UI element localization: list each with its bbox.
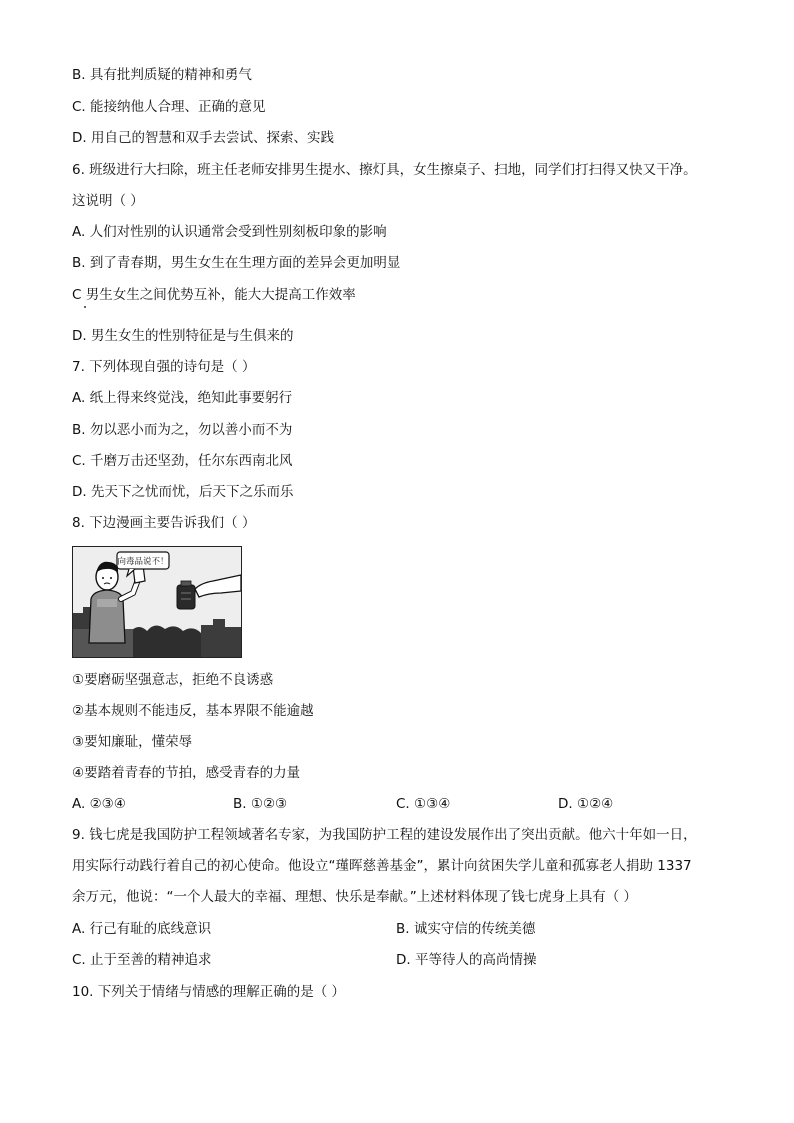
q8-option-d: D. ①②④	[558, 796, 614, 812]
q7-option-c: C. 千磨万击还坚劲，任尔东西南北风	[72, 453, 293, 469]
q8-stem: 8. 下边漫画主要告诉我们（ ）	[72, 515, 256, 531]
q6-option-a: A. 人们对性别的认识通常会受到性别刻板印象的影响	[72, 224, 387, 240]
q6-stem-line2: 这说明（ ）	[72, 193, 144, 209]
q8-item-4: ④要踏着青春的节拍，感受青春的力量	[72, 765, 301, 781]
q10-stem: 10. 下列关于情绪与情感的理解正确的是（ ）	[72, 984, 346, 1000]
q8-item-1: ①要磨砺坚强意志，拒绝不良诱惑	[72, 672, 274, 688]
q9-option-c: C. 止于至善的精神追求	[72, 952, 212, 968]
q7-option-b: B. 勿以恶小而为之，勿以善小而不为	[72, 422, 293, 438]
q7-option-a: A. 纸上得来终觉浅，绝知此事要躬行	[72, 390, 293, 406]
comic-caption: 向毒品说不！	[117, 557, 169, 567]
q6-option-b: B. 到了青春期，男生女生在生理方面的差异会更加明显	[72, 255, 401, 271]
q9-stem-line2: 用实际行动践行着自己的初心使命。他设立“瑾晖慈善基金”，累计向贫困失学儿童和孤寡老人捐助 1337	[72, 858, 692, 874]
q9-option-a: A. 行己有耻的底线意识	[72, 921, 212, 937]
q9-stem-line1: 9. 钱七虎是我国防护工程领域著名专家，为我国防护工程的建设发展作出了突出贡献。他六十年如一日，	[72, 827, 697, 843]
stray-dot	[84, 306, 86, 308]
q9-stem-line3: 余万元，他说：“一个人最大的幸福、理想、快乐是奉献。”上述材料体现了钱七虎身上具有（ ）	[72, 889, 638, 905]
q5-option-d: D. 用自己的智慧和双手去尝试、探索、实践	[72, 130, 334, 146]
q8-option-c: C. ①③④	[396, 796, 451, 812]
q9-option-d: D. 平等待人的高尚情操	[396, 952, 537, 968]
background-trees	[131, 625, 201, 657]
q8-item-3: ③要知廉耻，懂荣辱	[72, 734, 193, 750]
q6-option-d: D. 男生女生的性别特征是与生俱来的	[72, 328, 294, 344]
q8-option-a: A. ②③④	[72, 796, 126, 812]
q5-option-b: B. 具有批判质疑的精神和勇气	[72, 67, 252, 83]
q6-option-c: C 男生女生之间优势互补，能大大提高工作效率	[72, 287, 356, 303]
q8-item-2: ②基本规则不能违反，基本界限不能逾越	[72, 703, 314, 719]
comic-drawing	[73, 547, 241, 657]
q7-option-d: D. 先天下之忧而忧，后天下之乐而乐	[72, 484, 294, 500]
q5-option-c: C. 能接纳他人合理、正确的意见	[72, 99, 266, 115]
q7-stem: 7. 下列体现自强的诗句是（ ）	[72, 359, 256, 375]
q9-option-b: B. 诚实守信的传统美德	[396, 921, 536, 937]
q6-stem-line1: 6. 班级进行大扫除，班主任老师安排男生提水、擦灯具，女生擦桌子、扫地，同学们打扫得又快又干净。	[72, 162, 697, 178]
q8-option-b: B. ①②③	[233, 796, 288, 812]
comic-illustration	[72, 546, 242, 658]
